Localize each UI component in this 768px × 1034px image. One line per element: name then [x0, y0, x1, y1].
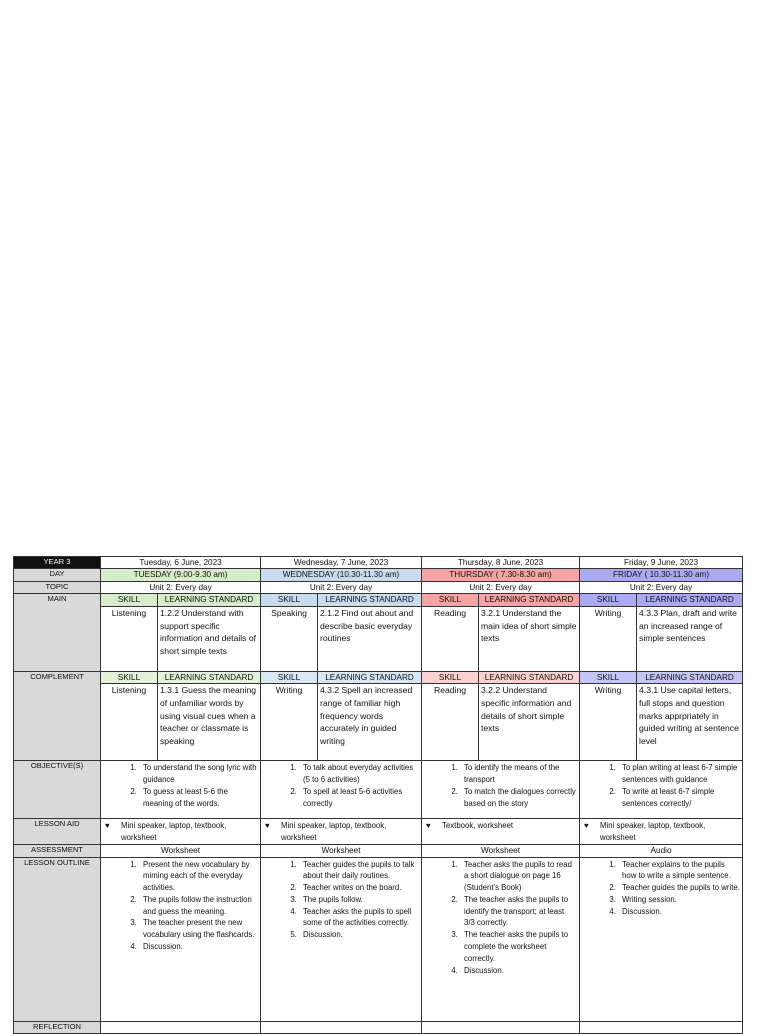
heart-bullet-icon: ♥ [265, 821, 270, 831]
list-item: 2. To write at least 6-7 simple sentences correctly/ [618, 786, 740, 810]
list-item: 1. To talk about everyday activities (5 to 6 activities) [299, 762, 419, 786]
day-friday: FRIDAY ( 10.30-11.30 am) [580, 569, 743, 581]
objectives-thursday [422, 761, 580, 819]
date-tuesday: Tuesday, 6 June, 2023 [101, 557, 261, 569]
date-thursday: Thursday, 8 June, 2023 [422, 557, 580, 569]
list-item: 2. The pupils follow the instruction and guess the meaning. [139, 894, 258, 918]
list-item: 4. Teacher asks the pupils to spell some of the activities correctly. [299, 906, 419, 930]
list-item: 4. Discussion. [618, 906, 740, 918]
list-item: 3. The teacher asks the pupils to complete the worksheet correctly. [460, 929, 577, 964]
main-label: MAIN [14, 594, 101, 671]
row-main-header [14, 594, 743, 606]
list-item: 3. Writing session. [618, 894, 740, 906]
skill-header: SKILL [422, 594, 479, 606]
day-wednesday: WEDNESDAY (10.30-11.30 am) [261, 569, 422, 581]
main-skill-tuesday: Listening [101, 606, 158, 671]
day-thursday: THURSDAY ( 7.30-8.30 am) [422, 569, 580, 581]
list-item: 2. To spell at least 5-6 activities correctly [299, 786, 419, 810]
standard-header: LEARNING STANDARD [158, 671, 261, 683]
heart-bullet-icon: ♥ [426, 821, 431, 831]
list-item: 5. Discussion. [299, 929, 419, 941]
main-standard-friday: 4.3.3 Plan, draft and write an increased range of simple sentences [637, 606, 743, 671]
row-assessment [14, 845, 743, 857]
row-lesson-aid [14, 819, 743, 845]
list-item: 1. Teacher explains to the pupils how to write a simple sentence. [618, 859, 740, 883]
list-item: 1. To plan writing at least 6-7 simple sentences with guidance [618, 762, 740, 786]
list-item: 1. Teacher asks the pupils to read a short dialogue on page 16 (Student’s Book) [460, 859, 577, 894]
list-item: 2. To match the dialogues correctly based on the story [460, 786, 577, 810]
lesson-aid-label: LESSON AID [14, 819, 101, 845]
heart-bullet-icon: ♥ [584, 821, 589, 831]
complement-label: COMPLEMENT [14, 671, 101, 760]
list-item: 1. To understand the song lyric with guidance [139, 762, 258, 786]
assessment-thursday: Worksheet [422, 845, 580, 857]
assessment-tuesday: Worksheet [101, 845, 261, 857]
main-skill-wednesday: Speaking [261, 606, 318, 671]
row-complement [14, 684, 743, 761]
outline-thursday [422, 857, 580, 1021]
lesson-aid-thursday: ♥ Textbook, worksheet [422, 819, 580, 845]
outline-friday [580, 857, 743, 1021]
objectives-friday [580, 761, 743, 819]
main-skill-friday: Writing [580, 606, 637, 671]
standard-header: LEARNING STANDARD [318, 671, 422, 683]
skill-header: SKILL [261, 594, 318, 606]
skill-header: SKILL [101, 671, 158, 683]
topic-thursday: Unit 2: Every day [422, 581, 580, 593]
row-main [14, 606, 743, 671]
comp-skill-thursday: Reading [422, 684, 479, 761]
day-label: DAY [14, 569, 101, 581]
row-year [14, 557, 743, 569]
comp-standard-wednesday: 4.3.2 Spell an increased range of familiar high frequency words accurately in guided writing [318, 684, 422, 761]
objectives-wednesday [261, 761, 422, 819]
outline-wednesday [261, 857, 422, 1021]
objectives-tuesday [101, 761, 261, 819]
main-standard-wednesday: 2.1.2 Find out about and describe basic everyday routines [318, 606, 422, 671]
reflection-label: REFLECTION [14, 1021, 101, 1033]
row-complement-header [14, 671, 743, 683]
standard-header: LEARNING STANDARD [637, 594, 743, 606]
comp-skill-wednesday: Writing [261, 684, 318, 761]
list-item: 3. The pupils follow. [299, 894, 419, 906]
year-label: YEAR 3 [14, 557, 101, 569]
skill-header: SKILL [261, 671, 318, 683]
standard-header: LEARNING STANDARD [479, 671, 580, 683]
comp-skill-tuesday: Listening [101, 684, 158, 761]
skill-header: SKILL [422, 671, 479, 683]
main-skill-thursday: Reading [422, 606, 479, 671]
comp-standard-friday: 4.3.1 Use capital letters, full stops and question marks apprpriately in guided writing at sentence level [637, 684, 743, 761]
date-friday: Friday, 9 June, 2023 [580, 557, 743, 569]
comp-skill-friday: Writing [580, 684, 637, 761]
list-item: 4. Discussion. [139, 941, 258, 953]
objectives-label: OBJECTIVE(S) [14, 761, 101, 819]
row-topic [14, 581, 743, 593]
topic-tuesday: Unit 2: Every day [101, 581, 261, 593]
standard-header: LEARNING STANDARD [318, 594, 422, 606]
standard-header: LEARNING STANDARD [479, 594, 580, 606]
topic-label: TOPIC [14, 581, 101, 593]
assessment-friday: Audio [580, 845, 743, 857]
list-item: 2. To guess at least 5-6 the meaning of the words. [139, 786, 258, 810]
date-wednesday: Wednesday, 7 June, 2023 [261, 557, 422, 569]
lesson-outline-label: LESSON OUTLINE [14, 857, 101, 1021]
list-item: 1. Teacher guides the pupils to talk about their daily routines. [299, 859, 419, 883]
lesson-plan-table [13, 556, 743, 1034]
day-tuesday: TUESDAY (9.00-9.30 am) [101, 569, 261, 581]
topic-wednesday: Unit 2: Every day [261, 581, 422, 593]
row-lesson-outline [14, 857, 743, 1021]
standard-header: LEARNING STANDARD [158, 594, 261, 606]
list-item: 4. Discussion. [460, 965, 577, 977]
skill-header: SKILL [101, 594, 158, 606]
row-day [14, 569, 743, 581]
main-standard-thursday: 3.2.1 Understand the main idea of short simple texts [479, 606, 580, 671]
assessment-label: ASSESSMENT [14, 845, 101, 857]
list-item: 1. Present the new vocabulary by miming each of the everyday activities. [139, 859, 258, 894]
list-item: 3. The teacher present the new vocabulary using the flashcards. [139, 917, 258, 941]
row-reflection [14, 1021, 743, 1033]
lesson-aid-tuesday: ♥ Mini speaker, laptop, textbook, worksheet [101, 819, 261, 845]
comp-standard-tuesday: 1.3.1 Guess the meaning of unfamiliar words by using visual cues when a teacher or classmate is speaking [158, 684, 261, 761]
standard-header: LEARNING STANDARD [637, 671, 743, 683]
list-item: 2. The teacher asks the pupils to identify the transport; at least 3/3 correctly. [460, 894, 577, 929]
outline-tuesday [101, 857, 261, 1021]
comp-standard-thursday: 3.2.2 Understand specific information and details of short simple texts [479, 684, 580, 761]
list-item: 1. To identify the means of the transport [460, 762, 577, 786]
list-item: 2. Teacher guides the pupils to write. [618, 882, 740, 894]
heart-bullet-icon: ♥ [105, 821, 110, 831]
skill-header: SKILL [580, 594, 637, 606]
main-standard-tuesday: 1.2.2 Understand with support specific information and details of short simple texts [158, 606, 261, 671]
row-objectives [14, 761, 743, 819]
list-item: 2. Teacher writes on the board. [299, 882, 419, 894]
skill-header: SKILL [580, 671, 637, 683]
lesson-aid-friday: ♥ Mini speaker, laptop, textbook, worksheet [580, 819, 743, 845]
lesson-aid-wednesday: ♥ Mini speaker, laptop, textbook, worksheet [261, 819, 422, 845]
topic-friday: Unit 2: Every day [580, 581, 743, 593]
assessment-wednesday: Worksheet [261, 845, 422, 857]
